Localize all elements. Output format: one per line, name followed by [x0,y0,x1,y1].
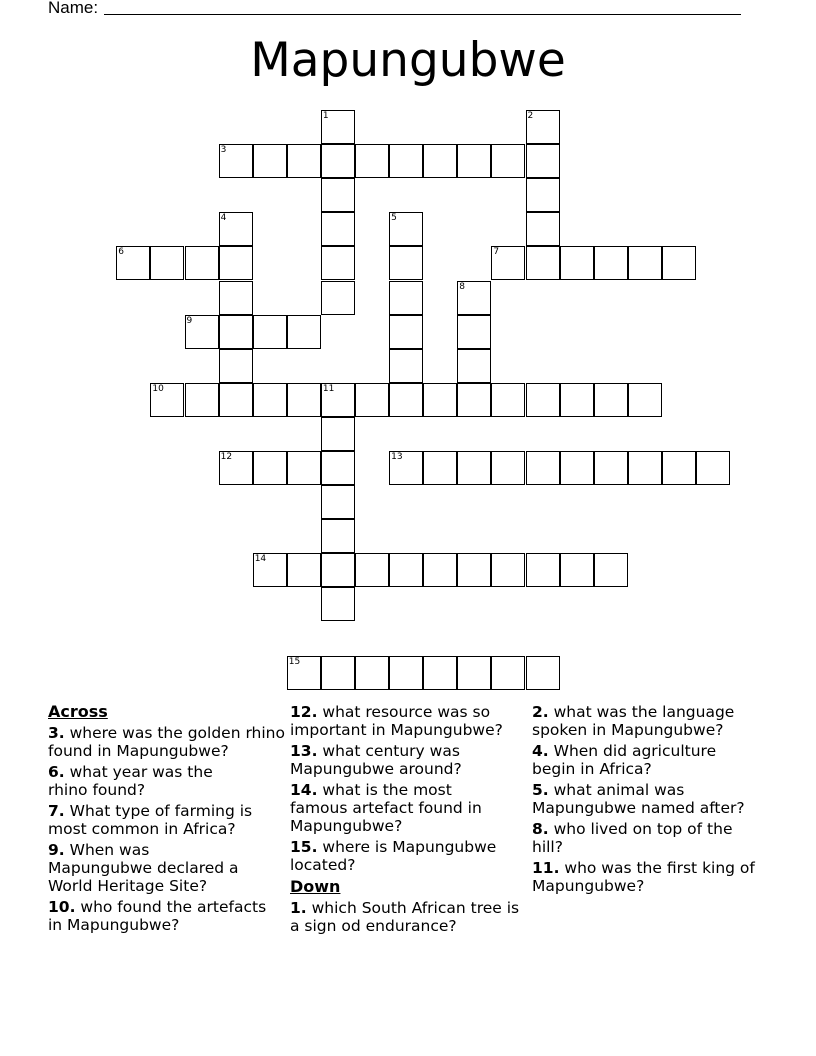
grid-cell[interactable] [662,246,696,280]
across-heading: Across [48,702,108,721]
clue-number: 15 [288,656,301,667]
grid-cell[interactable] [662,451,696,485]
grid-cell[interactable] [219,212,253,246]
grid-cell[interactable] [457,451,491,485]
grid-cell[interactable] [321,144,355,178]
clue-across-10: 10. who found the artefacts in Mapungubwe? [48,898,267,934]
grid-cell[interactable] [594,553,628,587]
clue-number: 12 [220,452,233,462]
grid-cell[interactable] [457,281,491,315]
grid-cell[interactable] [389,315,423,349]
clue-number: 8 [459,281,466,292]
grid-cell[interactable] [423,553,457,587]
grid-cell[interactable] [457,656,491,690]
grid-cell[interactable] [457,383,491,417]
grid-cell[interactable] [287,144,321,178]
grid-cell[interactable] [219,315,253,349]
grid-cell[interactable] [321,383,355,417]
grid-cell[interactable] [423,451,457,485]
clue-number: 3 [220,145,227,156]
grid-cell[interactable] [457,144,491,178]
grid-cell[interactable] [526,246,560,280]
grid-cell[interactable] [423,144,457,178]
grid-cell[interactable] [321,451,355,485]
grid-cell[interactable] [355,383,389,417]
clue-across-12: 12. what resource was so important in Mapungubwe? [290,703,503,739]
grid-cell[interactable] [116,246,150,280]
grid-cell[interactable] [185,246,219,280]
grid-cell[interactable] [355,553,389,587]
clue-across-9: 9. When was Mapungubwe declared a World Heritage Site? [48,841,239,895]
grid-cell[interactable] [594,451,628,485]
clue-number: 2 [527,111,534,121]
clue-number: 11 [322,383,335,394]
clues-column-2 [290,703,522,938]
clue-down-2: 2. what was the language spoken in Mapungubwe? [532,703,735,739]
grid-cell[interactable] [389,281,423,315]
grid-cell[interactable] [389,553,423,587]
clue-across-3: 3. where was the golden rhino found in Mapungubwe? [48,724,285,760]
clues-column-1 [48,702,288,937]
grid-cell[interactable] [628,383,662,417]
clue-across-15: 15. where is Mapungubwe located? [290,838,497,874]
grid-cell[interactable] [491,656,525,690]
grid-cell[interactable] [355,656,389,690]
grid-cell[interactable] [457,349,491,383]
clue-down-5: 5. what animal was Mapungubwe named after? [532,781,745,817]
clue-number: 1 [322,111,329,121]
grid-cell[interactable] [526,212,560,246]
grid-cell[interactable] [185,383,219,417]
grid-cell[interactable] [321,417,355,451]
grid-cell[interactable] [321,212,355,246]
grid-cell[interactable] [150,246,184,280]
grid-cell[interactable] [526,110,560,144]
grid-cell[interactable] [321,485,355,519]
grid-cell[interactable] [491,246,525,280]
grid-cell[interactable] [423,383,457,417]
clue-across-7: 7. What type of farming is most common in Africa? [48,802,253,838]
grid-cell[interactable] [253,315,287,349]
grid-cell[interactable] [389,451,423,485]
clue-number: 9 [186,315,193,326]
grid-cell[interactable] [526,656,560,690]
name-label: Name: [48,0,99,17]
clue-across-13: 13. what century was Mapungubwe around? [290,742,462,778]
grid-cell[interactable] [560,553,594,587]
grid-cell[interactable] [526,451,560,485]
grid-cell[interactable] [219,349,253,383]
grid-cell[interactable] [219,144,253,178]
grid-cell[interactable] [491,144,525,178]
grid-cell[interactable] [526,553,560,587]
grid-cell[interactable] [526,383,560,417]
grid-cell[interactable] [219,246,253,280]
grid-cell[interactable] [389,656,423,690]
grid-cell[interactable] [253,144,287,178]
grid-cell[interactable] [287,451,321,485]
grid-cell[interactable] [150,383,184,417]
clue-number: 7 [493,247,500,258]
grid-cell[interactable] [594,246,628,280]
clue-down-11: 11. who was the first king of Mapungubwe? [532,859,755,895]
grid-cell[interactable] [526,144,560,178]
clue-down-4: 4. When did agriculture begin in Africa? [532,742,717,778]
grid-cell[interactable] [253,383,287,417]
grid-cell[interactable] [287,553,321,587]
clues-column-3 [532,703,767,898]
grid-cell[interactable] [457,553,491,587]
grid-cell[interactable] [219,451,253,485]
grid-cell[interactable] [287,656,321,690]
clue-number: 10 [152,383,164,394]
clue-across-14: 14. what is the most famous artefact found in Mapungubwe? [290,781,482,835]
grid-cell[interactable] [526,178,560,212]
down-heading: Down [290,877,341,896]
grid-cell[interactable] [219,383,253,417]
grid-cell[interactable] [560,383,594,417]
grid-cell[interactable] [560,451,594,485]
grid-cell[interactable] [287,315,321,349]
clue-number: 6 [118,247,125,258]
grid-cell[interactable] [321,587,355,621]
clue-down-8: 8. who lived on top of the hill? [532,820,733,856]
grid-cell[interactable] [321,656,355,690]
grid-cell[interactable] [355,144,389,178]
puzzle-title: Mapungubwe [250,33,566,88]
grid-cell[interactable] [321,281,355,315]
grid-cell[interactable] [253,451,287,485]
grid-cell[interactable] [594,383,628,417]
grid-cell[interactable] [389,349,423,383]
grid-cell[interactable] [696,451,730,485]
clue-across-6: 6. what year was the rhino found? [48,763,213,799]
grid-cell[interactable] [628,451,662,485]
grid-cell[interactable] [321,553,355,587]
grid-cell[interactable] [491,451,525,485]
grid-cell[interactable] [321,246,355,280]
grid-cell[interactable] [253,553,287,587]
clue-number: 13 [391,452,403,462]
grid-cell[interactable] [560,246,594,280]
grid-cell[interactable] [287,383,321,417]
clue-down-1: 1. which South African tree is a sign od endurance? [290,899,520,935]
clue-number: 14 [254,554,267,565]
grid-cell[interactable] [321,178,355,212]
grid-cell[interactable] [389,212,423,246]
grid-cell[interactable] [491,553,525,587]
grid-cell[interactable] [389,144,423,178]
grid-cell[interactable] [423,656,457,690]
grid-cell[interactable] [389,383,423,417]
grid-cell[interactable] [457,315,491,349]
clue-number: 5 [391,213,397,224]
grid-cell[interactable] [491,383,525,417]
grid-cell[interactable] [389,246,423,280]
grid-cell[interactable] [321,519,355,553]
grid-cell[interactable] [185,315,219,349]
clue-number: 4 [220,213,227,224]
grid-cell[interactable] [321,110,355,144]
grid-cell[interactable] [628,246,662,280]
grid-cell[interactable] [219,281,253,315]
